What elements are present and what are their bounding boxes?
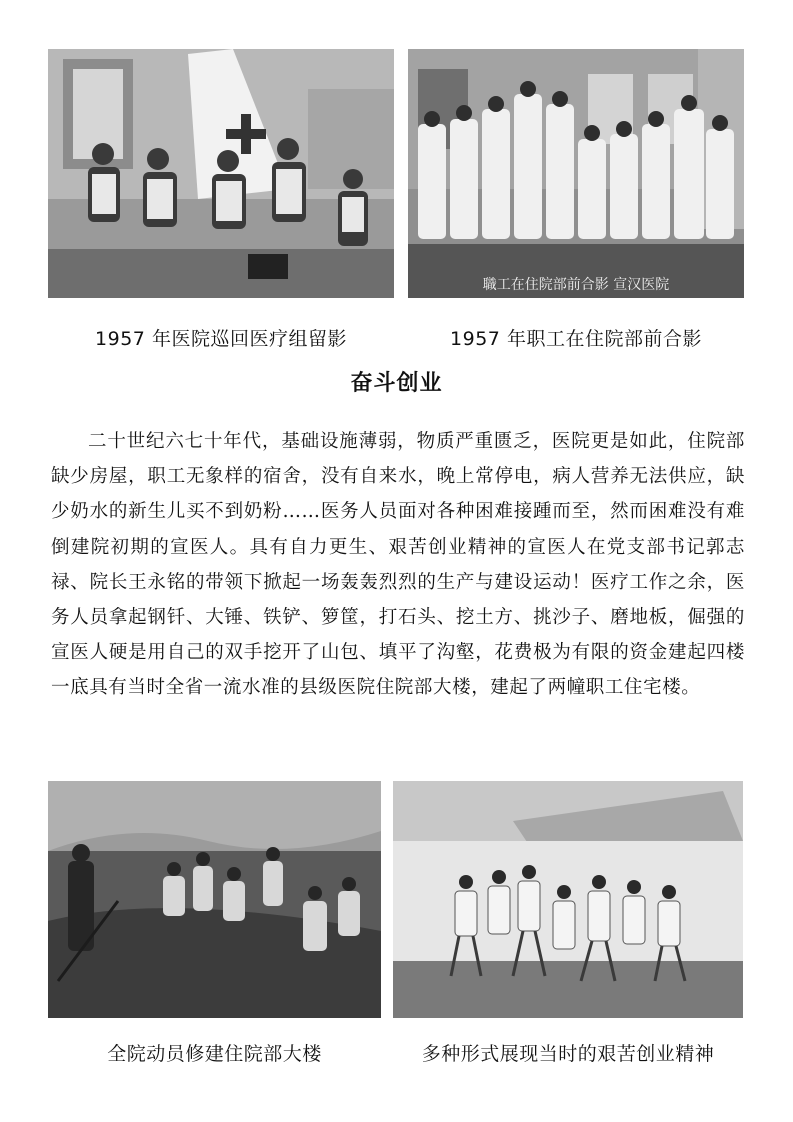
photo-construction-mobilization <box>48 781 381 1018</box>
section-title: 奋斗创业 <box>350 371 443 396</box>
photo-staff-group-ward <box>408 49 744 298</box>
photo-roving-medical-team <box>48 49 394 298</box>
caption-roving-medical-team: 1957 年医院巡回医疗组留影 <box>95 328 347 350</box>
section-paragraph: 二十世纪六七十年代，基础设施薄弱，物质严重匮乏，医院更是如此，住院部缺少房屋，职工无象样的宿舍，没有自来水，晚上常停电，病人营养无法供应，缺少奶水的新生儿买不到奶粉……医务人员面对各种困难接踵而至，然而困难没有难倒建院初期的宣医人。具有自力更生、艰苦创业精神的宣医人在党支部书记郭志禄、院长王永铭的带领下掀起一场轰轰烈烈的生产与建设运动！医疗工作之余，医务人员拿起钢钎、大锤、铁铲、箩筐，打石头、挖土方、挑沙子、磨地板，倔强的宣医人硬是用自己的双手挖开了山包、填平了沟壑，花费极为有限的资金建起四楼一底具有当时全省一流水准的县级医院住院部大楼，建起了两幢职工住宅楼。 <box>51 431 745 699</box>
caption-pioneering-spirit-performance: 多种形式展现当时的艰苦创业精神 <box>421 1043 715 1065</box>
caption-construction-mobilization: 全院动员修建住院部大楼 <box>107 1043 322 1065</box>
photo-pioneering-spirit-performance <box>393 781 743 1018</box>
caption-staff-group-ward: 1957 年职工在住院部前合影 <box>450 328 702 350</box>
photo-inscription: 職工在住院部前合影 宣汉医院 <box>482 277 670 293</box>
